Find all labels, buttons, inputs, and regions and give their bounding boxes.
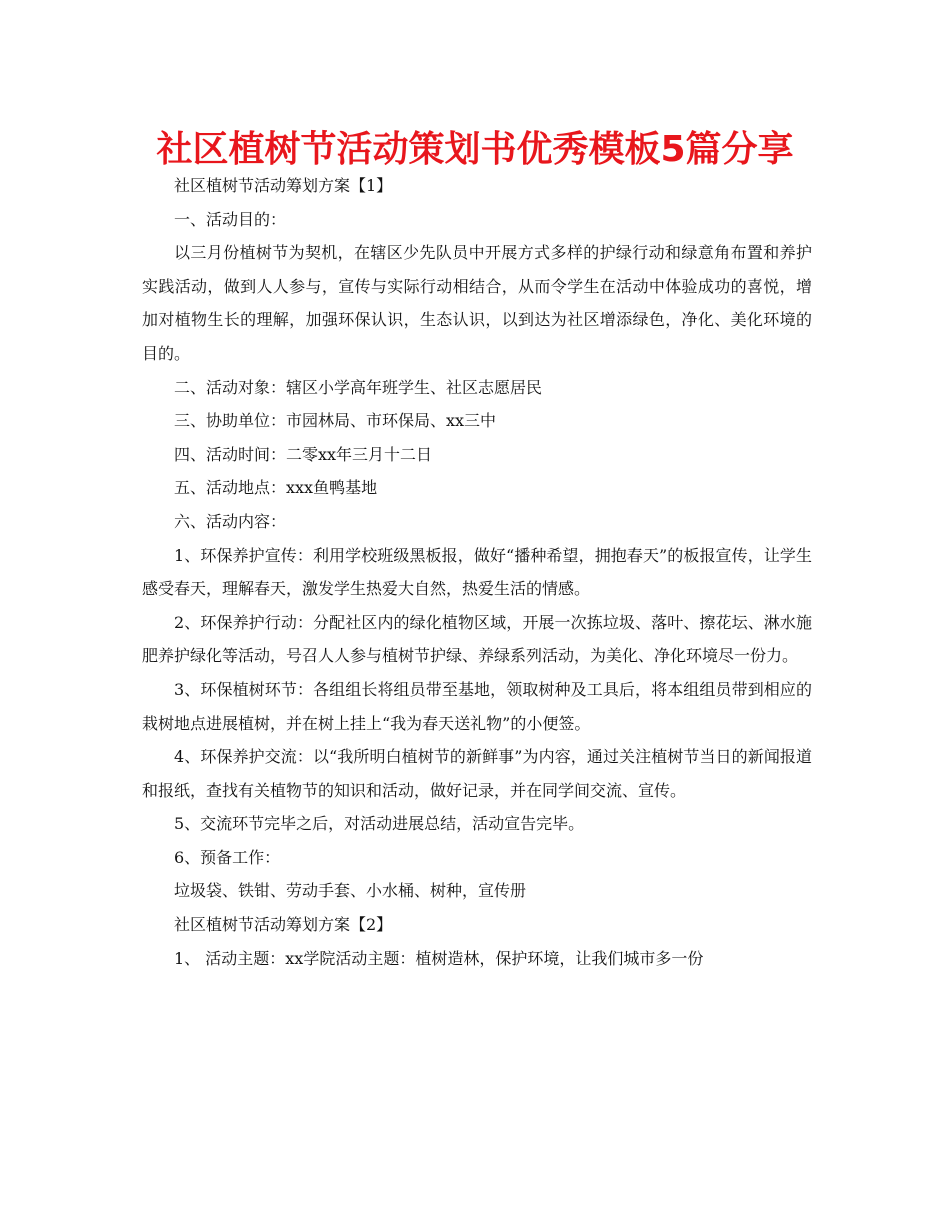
paragraph-content-2: 2、环保养护行动：分配社区内的绿化植物区域，开展一次拣垃圾、落叶、擦花坛、淋水施肥养护绿化等活动，号召人人参与植树节护绿、养绿系列活动，为美化、净化环境尽一份力。 xyxy=(142,612,812,666)
paragraph-partners: 三、协助单位：市园林局、市环保局、xx三中 xyxy=(174,411,497,431)
paragraph-content-3: 3、环保植树环节：各组组长将组员带至基地，领取树种及工具后，将本组组员带到相应的栽树地点进展植树，并在树上挂上“我为春天送礼物”的小便签。 xyxy=(142,679,812,733)
paragraph-plan-2-heading: 社区植树节活动筹划方案【2】 xyxy=(174,915,393,935)
paragraph-content-1: 1、环保养护宣传：利用学校班级黑板报，做好“播种希望，拥抱春天”的板报宣传，让学生感受春天，理解春天，激发学生热爱大自然，热爱生活的情感。 xyxy=(142,545,812,599)
paragraph-prep-items: 垃圾袋、铁钳、劳动手套、小水桶、树种，宣传册 xyxy=(174,881,527,901)
document-title: 社区植树节活动策划书优秀模板5篇分享 xyxy=(156,129,794,170)
paragraph-purpose-body: 以三月份植树节为契机，在辖区少先队员中开展方式多样的护绿行动和绿意角布置和养护实践活动，做到人人参与，宣传与实际行动相结合，从而令学生在活动中体验成功的喜悦，增加对植物生长的理解，加强环保认识，生态认识，以到达为社区增添绿色，净化、美化环境的目的。 xyxy=(142,243,812,363)
paragraph-plan-1-heading: 社区植树节活动筹划方案【1】 xyxy=(174,176,393,195)
paragraph-target: 二、活动对象：辖区小学高年班学生、社区志愿居民 xyxy=(174,377,543,397)
paragraph-content-5: 5、交流环节完毕之后，对活动进展总结，活动宣告完毕。 xyxy=(174,814,585,834)
paragraph-prep-heading: 6、预备工作： xyxy=(174,847,281,867)
paragraph-content-heading: 六、活动内容： xyxy=(174,511,287,531)
paragraph-purpose-heading: 一、活动目的： xyxy=(174,209,287,229)
paragraph-plan-2-theme: 1、 活动主题：xx学院活动主题：植树造林，保护环境，让我们城市多一份 xyxy=(174,948,704,968)
paragraph-location: 五、活动地点：xxx鱼鸭基地 xyxy=(174,478,378,498)
paragraph-content-4: 4、环保养护交流：以“我所明白植树节的新鲜事”为内容，通过关注植树节当日的新闻报道和报纸，查找有关植物节的知识和活动，做好记录，并在同学间交流、宣传。 xyxy=(142,747,812,800)
paragraph-time: 四、活动时间：二零xx年三月十二日 xyxy=(174,444,433,464)
document-body xyxy=(142,169,812,975)
